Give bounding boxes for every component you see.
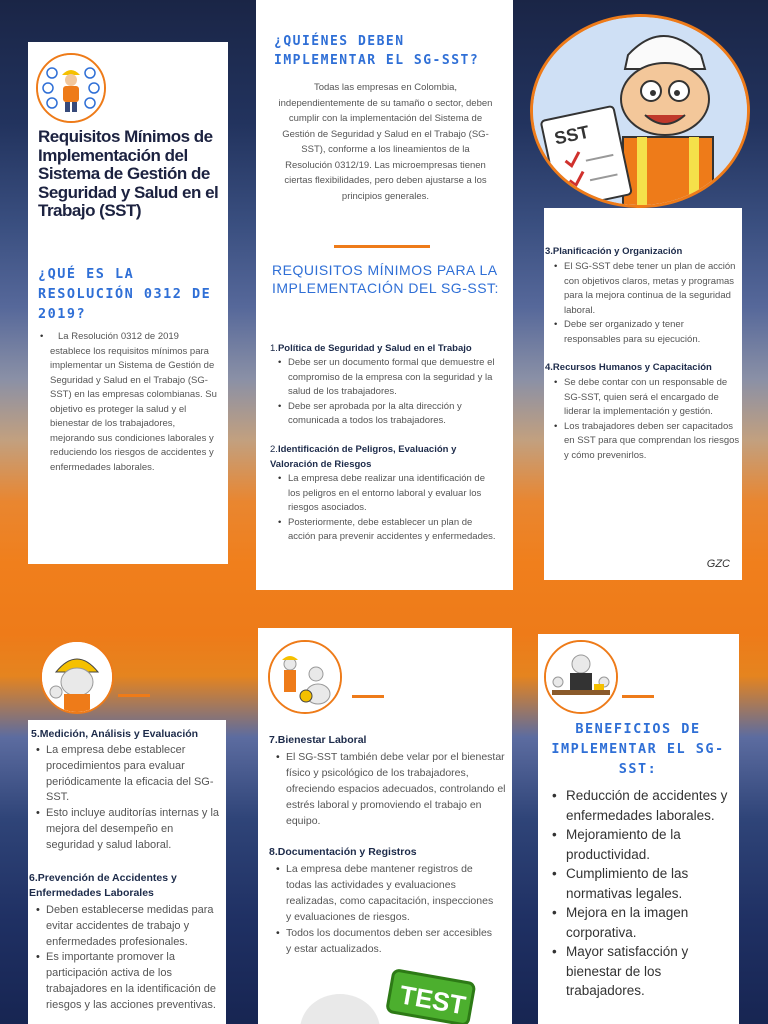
divider bbox=[622, 695, 654, 698]
divider bbox=[118, 694, 150, 697]
item-bienestar-title: 7.Bienestar Laboral bbox=[269, 734, 367, 746]
item-documentacion-bullets bbox=[274, 861, 500, 957]
item-medicion-title: 5.Medición, Análisis y Evaluación bbox=[31, 728, 199, 740]
item-documentacion-title: 8.Documentación y Registros bbox=[269, 846, 417, 858]
list-item: • La empresa debe establecer procedimientos para evaluar periódicamente la eficacia del SG-SST. bbox=[34, 743, 224, 806]
list-item: • Se debe contar con un responsable de SG-SST, quien será el encargado de liderar la implementación y gestión. bbox=[552, 376, 742, 420]
item-prevencion-title: 6.Prevención de Accidentes y Enfermedades Laborales bbox=[29, 872, 177, 899]
list-item: • Debe ser organizado y tener responsables para su ejecución. bbox=[552, 318, 742, 347]
divider bbox=[352, 695, 384, 698]
beneficios-list bbox=[550, 786, 736, 1001]
item-recursos-title: 4.Recursos Humanos y Capacitación bbox=[545, 362, 712, 373]
item-number: 2. bbox=[270, 444, 278, 455]
list-item: • Mejoramiento de la productividad. bbox=[550, 825, 736, 864]
section-heading-resolucion: ¿QUÉ ES LA RESOLUCIÓN 0312 DE 2019? bbox=[38, 266, 212, 322]
divider bbox=[334, 245, 430, 248]
section-heading-quienes: ¿QUIÉNES DEBEN IMPLEMENTAR EL SG-SST? bbox=[274, 34, 480, 68]
panel-medicion bbox=[28, 720, 226, 1024]
panel-bienestar bbox=[258, 628, 512, 1024]
list-item: • Esto incluye auditorías internas y la mejora del desempeño en seguridad y salud laboral. bbox=[34, 806, 224, 853]
sst-label: SST bbox=[552, 121, 591, 149]
list-item: • Todos los documentos deben ser accesibles y estar actualizados. bbox=[274, 925, 500, 957]
list-item: • Los trabajadores deben ser capacitados en SST para que comprendan los riesgos y cómo prevenirlos. bbox=[552, 420, 742, 464]
item-peligros-title bbox=[270, 442, 492, 472]
item-politica-bullets bbox=[276, 356, 498, 429]
quienes-description: Todas las empresas en Colombia, independientemente de su tamaño o sector, deben cumplir con la implementación del Sistema de Gestión de Seguridad y Salud en el Trabajo (SG-SST), conforme a los lineamientos de la Resolución 0312/19. Las microempresas tienen ciertas flexibilidades, pero deben ajustarse a los principios generales. bbox=[278, 82, 493, 202]
list-item: • La empresa debe mantener registros de todas las actividades y evaluaciones realizadas, como capacitación, inspecciones y evaluaciones de riesgos. bbox=[274, 861, 500, 925]
list-item: • Mayor satisfacción y bienestar de los trabajadores. bbox=[550, 942, 736, 1001]
test-figure-icon bbox=[298, 966, 488, 1024]
panel-planificacion bbox=[544, 208, 742, 580]
section-heading-requisitos: REQUISITOS MÍNIMOS PARA LA IMPLEMENTACIÓN DEL SG-SST: bbox=[272, 262, 499, 296]
list-item-text: La Resolución 0312 de 2019 establece los requisitos mínimos para implementar un Sistema de Gestión de Seguridad y Salud en el Trabajo (SG-SST) en las empresas colombianas. Su objetivo es proteger la salud y el bienestar de los trabajadores, mejorando sus condiciones laborales y reduciendo los riesgos de accidentes y enfermedades laborales. bbox=[50, 331, 217, 473]
item-medicion-bullets bbox=[34, 743, 224, 854]
item-planificacion-title: 3.Planificación y Organización bbox=[545, 246, 683, 257]
item-planificacion-bullets bbox=[552, 260, 742, 347]
item-politica-title bbox=[270, 341, 506, 356]
office-meeting-icon bbox=[544, 640, 618, 714]
resolucion-description bbox=[38, 330, 218, 475]
list-item: • Reducción de accidentes y enfermedades laborales. bbox=[550, 786, 736, 825]
safety-worker-icon bbox=[36, 53, 106, 123]
item-recursos-bullets bbox=[552, 376, 742, 463]
worker-thumbs-up-icon bbox=[40, 640, 114, 714]
list-item: • El SG-SST debe tener un plan de acción con objetivos claros, metas y programas para la mejora continua de la seguridad laboral. bbox=[552, 260, 742, 318]
panel-requisitos bbox=[256, 0, 513, 590]
list-item bbox=[38, 330, 218, 475]
panel-intro bbox=[28, 42, 228, 564]
list-item: • Cumplimiento de las normativas legales. bbox=[550, 864, 736, 903]
list-item: • Mejora en la imagen corporativa. bbox=[550, 903, 736, 942]
signature: GZC bbox=[706, 558, 730, 570]
item-peligros-bullets bbox=[276, 472, 498, 545]
panel-beneficios bbox=[538, 634, 739, 1024]
list-item: • Debe ser un documento formal que demuestre el compromiso de la empresa con la seguridad y la salud de los trabajadores. bbox=[276, 356, 498, 400]
section-heading-beneficios: BENEFICIOS DE IMPLEMENTAR EL SG-SST: bbox=[551, 721, 725, 777]
sst-cartoon-icon bbox=[530, 14, 750, 208]
worker-figures-icon bbox=[268, 640, 342, 714]
list-item: • El SG-SST también debe velar por el bienestar físico y psicológico de los trabajadores, ofreciendo espacios adecuados, controlando el estrés laboral y promoviendo el trabajo en equipo. bbox=[274, 749, 506, 829]
list-item: • Debe ser aprobada por la alta dirección y comunicada a todos los trabajadores. bbox=[276, 400, 498, 429]
list-item: • La empresa debe realizar una identificación de los peligros en el entorno laboral y evaluar los riesgos asociados. bbox=[276, 472, 498, 516]
list-item: • Deben establecerse medidas para evitar accidentes de trabajo y enfermedades profesionales. bbox=[34, 903, 226, 950]
page-title: Requisitos Mínimos de Implementación del Sistema de Gestión de Seguridad y Salud en el Trabajo (SST) bbox=[38, 127, 219, 220]
test-label: TEST bbox=[397, 979, 468, 1021]
item-title: Identificación de Peligros, Evaluación y Valoración de Riesgos bbox=[270, 444, 457, 470]
item-title: Política de Seguridad y Salud en el Trabajo bbox=[277, 343, 472, 354]
list-item: • Es importante promover la participación activa de los trabajadores en la identificación de riesgos y las acciones preventivas. bbox=[34, 950, 226, 1013]
item-bienestar-bullets bbox=[274, 749, 506, 829]
item-number: 1. bbox=[270, 343, 278, 354]
list-item: • Posteriormente, debe establecer un plan de acción para prevenir accidentes y enfermedades. bbox=[276, 516, 498, 545]
item-prevencion-bullets bbox=[34, 903, 226, 1014]
